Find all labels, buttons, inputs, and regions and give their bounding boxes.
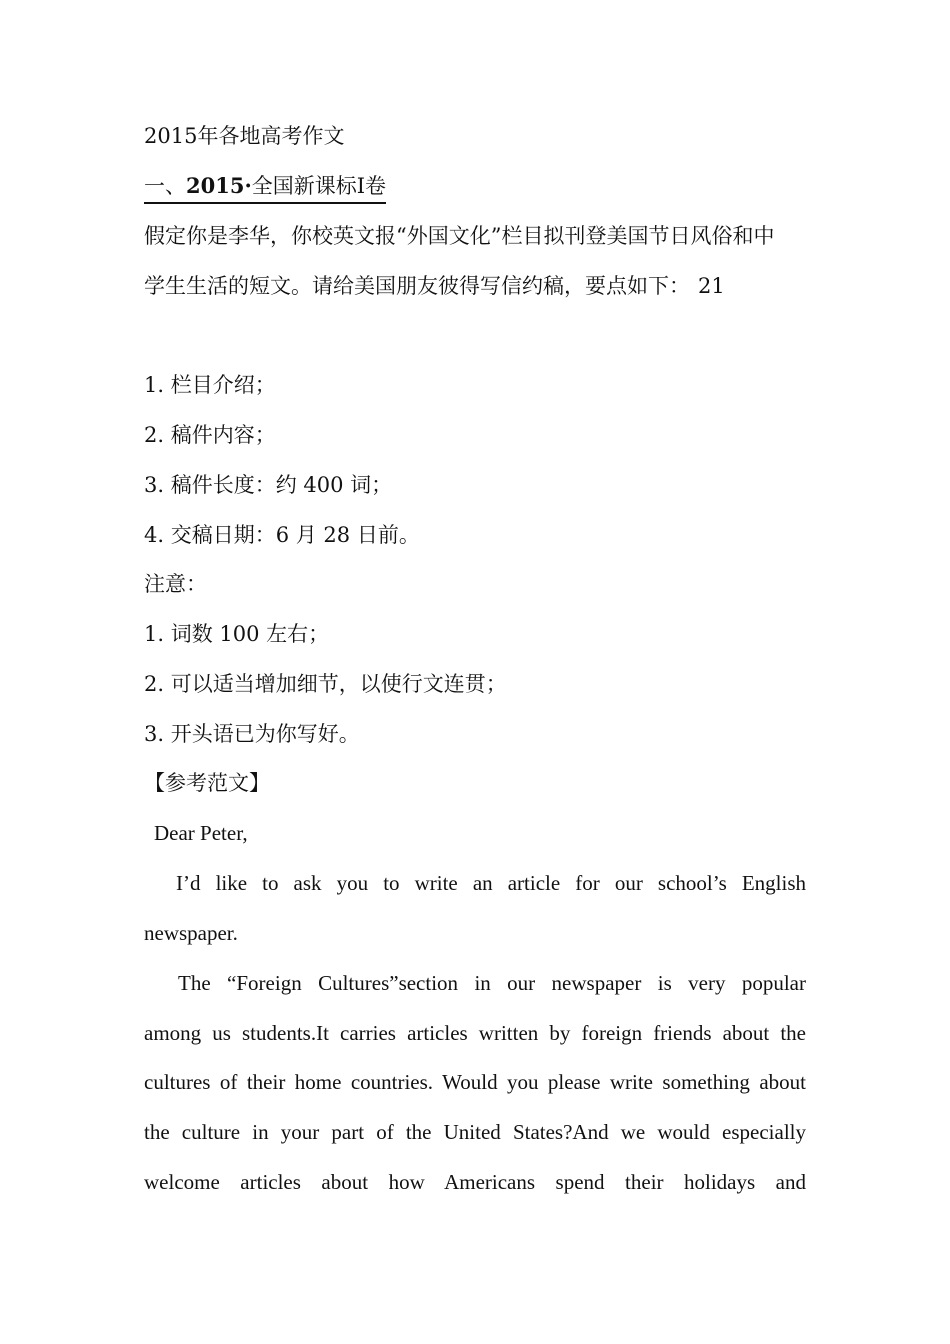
prompt-line-2 — [144, 272, 806, 300]
document-title: 2015年各地高考作文 — [144, 124, 345, 148]
note-item-1: 1. 词数 100 左右； — [144, 622, 330, 646]
sample-essay-label: 【参考范文】 — [144, 771, 270, 795]
section-heading — [144, 172, 806, 204]
letter-paragraph-2-line-4: the culture in your part of the United States?And we would especially — [144, 1120, 806, 1144]
document-page — [144, 0, 806, 1344]
letter-paragraph-1-line-1: I’d like to ask you to write an article for our school’s English — [176, 871, 806, 895]
section-heading-year: 2015· — [186, 173, 252, 198]
letter-greeting: Dear Peter, — [154, 821, 248, 845]
point-item-2: 2. 稿件内容； — [144, 423, 276, 447]
section-heading-exam: 全国新课标Ⅰ卷 — [251, 174, 387, 198]
prompt-line-2-number: 21 — [698, 274, 725, 298]
point-item-3: 3. 稿件长度：约 400 词； — [144, 473, 393, 497]
prompt-line-1: 假定你是李华，你校英文报“外国文化”栏目拟刊登美国节日风俗和中 — [144, 224, 775, 248]
note-item-3: 3. 开头语已为你写好。 — [144, 722, 360, 746]
point-item-1: 1. 栏目介绍； — [144, 373, 276, 397]
letter-paragraph-2-line-3: cultures of their home countries. Would you please write something about — [144, 1070, 806, 1094]
section-heading-underlined — [144, 172, 386, 204]
letter-paragraph-2-line-5: welcome articles about how Americans spend their holidays and — [144, 1170, 806, 1194]
note-item-2: 2. 可以适当增加细节，以使行文连贯； — [144, 672, 507, 696]
prompt-line-2-text: 学生生活的短文。请给美国朋友彼得写信约稿，要点如下： — [144, 274, 690, 298]
letter-paragraph-1-line-2: newspaper. — [144, 921, 238, 945]
point-item-4: 4. 交稿日期：6 月 28 日前。 — [144, 523, 420, 547]
notes-label: 注意： — [144, 572, 207, 596]
letter-paragraph-2-line-2: among us students.It carries articles written by foreign friends about the — [144, 1021, 806, 1045]
letter-paragraph-2-line-1: The “Foreign Cultures”section in our newspaper is very popular — [178, 971, 806, 995]
section-heading-prefix: 一、 — [144, 174, 186, 198]
